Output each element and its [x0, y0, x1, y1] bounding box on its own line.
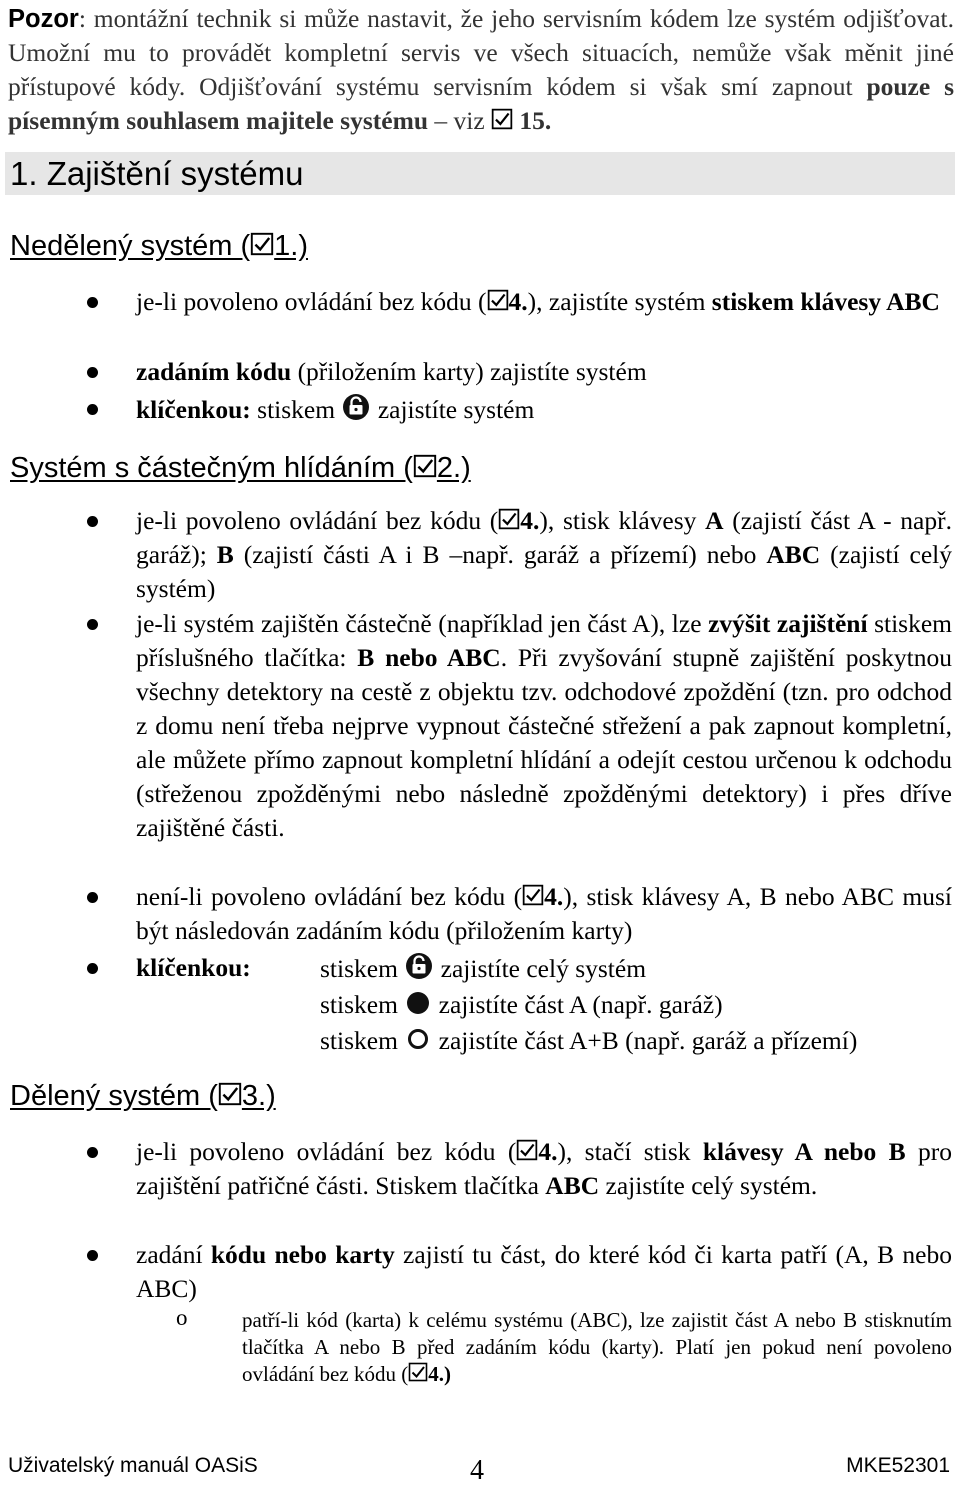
item-text: (zajistí celý systém): [136, 540, 952, 603]
item-text: stiskem: [320, 954, 398, 983]
subheading-text: Nedělený systém (: [10, 230, 251, 262]
item-ref: 4.: [520, 506, 540, 535]
item-text: (zajistí část A - např. garáž);: [136, 506, 952, 569]
intro-paragraph: [8, 2, 954, 138]
item-text: stiskem: [320, 990, 398, 1019]
subheading-text: Dělený systém (: [10, 1080, 218, 1112]
item-text: stiskem: [250, 395, 342, 424]
item-text: zajistí tu část, do které kód či karta patří (A, B nebo ABC): [136, 1240, 952, 1303]
sub-list-item: [242, 1307, 952, 1388]
item-text: zajistíte celý systém.: [599, 1171, 818, 1200]
item-text: stiskem: [320, 1026, 398, 1055]
item-text: zajistíte systém: [371, 395, 535, 424]
subheading-deleny: [10, 1078, 276, 1114]
subheading-castecny: [10, 450, 471, 486]
lock-icon: [404, 951, 434, 981]
keyfob-row: [320, 988, 723, 1022]
warning-label: Pozor: [8, 5, 79, 33]
item-bold: klíčenkou:: [136, 395, 251, 424]
item-bold: A: [705, 506, 724, 535]
intro-bold-text: pouze s písemným souhlasem majitele systému: [8, 72, 954, 135]
list-item: [136, 607, 952, 845]
checkbox-icon: [491, 108, 513, 130]
page-number: 4: [470, 1455, 484, 1486]
item-text: zadání: [136, 1240, 211, 1269]
item-ref: 4.): [428, 1362, 451, 1386]
bullet-icon: [87, 963, 98, 974]
item-ref: 4.: [508, 287, 528, 316]
keyfob-label: [136, 951, 251, 985]
item-bold: klávesy A nebo B: [702, 1137, 906, 1166]
item-text: patří-li kód (karta) k celému systému (ABC), lze zajistit část A nebo B stisknutím tlačítka A nebo B před zadáním kódu (karty). Platí jen pokud není povoleno ovládání bez kódu (: [242, 1308, 952, 1386]
item-text: pro zajištění patřičné části. Stiskem tlačítka: [136, 1137, 952, 1200]
list-item: [136, 1135, 952, 1203]
checkbox-icon: [516, 1139, 538, 1161]
empty-circle-icon: [404, 1025, 432, 1053]
checkbox-icon: [487, 289, 509, 311]
checkbox-icon: [522, 884, 544, 906]
list-item: [136, 285, 952, 319]
footer-doc-id: MKE52301: [846, 1454, 950, 1477]
subheading-ref: 1.): [274, 230, 308, 262]
keyfob-row: [320, 951, 646, 986]
item-text: ), zajistíte systém: [527, 287, 712, 316]
footer-title: Uživatelský manuál OASiS: [8, 1454, 258, 1477]
item-text: ), stačí stisk: [557, 1137, 703, 1166]
bullet-icon: [87, 1147, 98, 1158]
filled-circle-icon: [404, 989, 432, 1017]
list-item: [136, 504, 952, 606]
item-bold: kódu nebo karty: [210, 1240, 395, 1269]
subheading-text: Systém s částečným hlídáním (: [10, 452, 413, 484]
item-text: stiskem příslušného tlačítka:: [136, 609, 953, 672]
list-item: [136, 392, 952, 427]
item-text: je-li povoleno ovládání bez kódu (: [136, 506, 499, 535]
bullet-icon: [87, 297, 98, 308]
checkbox-icon: [408, 1362, 428, 1382]
item-text: je-li systém zajištěn částečně (například jen část A), lze: [136, 609, 709, 638]
item-text: je-li povoleno ovládání bez kódu (: [136, 287, 487, 316]
bullet-icon: [87, 1250, 98, 1261]
list-item: [136, 355, 952, 389]
checkbox-icon: [498, 508, 520, 530]
item-text: není-li povoleno ovládání bez kódu (: [136, 882, 523, 911]
checkbox-icon: [250, 232, 274, 256]
subheading-nedeleny: [10, 228, 308, 264]
intro-text: : montážní technik si může nastavit, že jeho servisním kódem lze systém odjišťovat. Umožní mu to provádět kompletní servis ve všech situacích, nemůže však měnit jiné přístupové kódy. Odjišťování systému servisním kódem si však smí zapnout: [8, 4, 954, 101]
sub-bullet-marker: o: [176, 1305, 188, 1330]
item-bold: B nebo ABC: [357, 643, 501, 672]
item-text: zajistíte část A+B (např. garáž a přízemí): [438, 1026, 858, 1055]
item-text: ), stisk klávesy: [539, 506, 706, 535]
item-bold: klíčenkou:: [136, 953, 251, 982]
list-item: [136, 1238, 952, 1306]
item-text: zajistíte celý systém: [440, 954, 647, 983]
item-text: ), stisk klávesy A, B nebo ABC musí být následován zadáním kódu (přiložením karty): [136, 882, 952, 945]
checkbox-icon: [218, 1082, 242, 1106]
item-bold: stiskem klávesy ABC: [711, 287, 940, 316]
bullet-icon: [87, 367, 98, 378]
item-bold: zadáním kódu: [136, 357, 292, 386]
bullet-icon: [87, 404, 98, 415]
bullet-icon: [87, 516, 98, 527]
item-text: (přiložením karty) zajistíte systém: [291, 357, 647, 386]
item-ref: 4.: [544, 882, 564, 911]
intro-text-2: – viz: [428, 106, 492, 135]
item-bold: ABC: [545, 1171, 600, 1200]
item-bold: ABC: [766, 540, 821, 569]
keyfob-row: [320, 1024, 857, 1058]
item-bold: B: [216, 540, 234, 569]
bullet-icon: [87, 619, 98, 630]
subheading-ref: 3.): [241, 1080, 276, 1112]
subheading-ref: 2.): [436, 452, 471, 484]
item-text: (zajistí části A i B –např. garáž a přízemí) nebo: [233, 540, 767, 569]
intro-ref: 15.: [519, 106, 552, 135]
section-title: 1. Zajištění systému: [10, 155, 304, 192]
list-item: [136, 880, 952, 948]
item-text: zajistíte část A (např. garáž): [438, 990, 723, 1019]
checkbox-icon: [413, 454, 437, 478]
bullet-icon: [87, 892, 98, 903]
item-ref: 4.: [538, 1137, 558, 1166]
item-text: . Při zvyšování stupně zajištění poskytnou všechny detektory na cestě z objektu tzv. odchodové zpoždění (tzn. pro odchod z domu není třeba nejprve vypnout částečné střežení a pak zapnout kompletní, ale můžete přímo zapnout kompletní hlídání a odejít cestou určenou k odchodu (střeženou zpožděnými nebo následně zpožděnými detektory) i přes dříve zajištěné části.: [136, 643, 952, 842]
lock-icon: [341, 392, 371, 422]
item-text: je-li povoleno ovládání bez kódu (: [136, 1137, 517, 1166]
item-bold: zvýšit zajištění: [708, 609, 868, 638]
